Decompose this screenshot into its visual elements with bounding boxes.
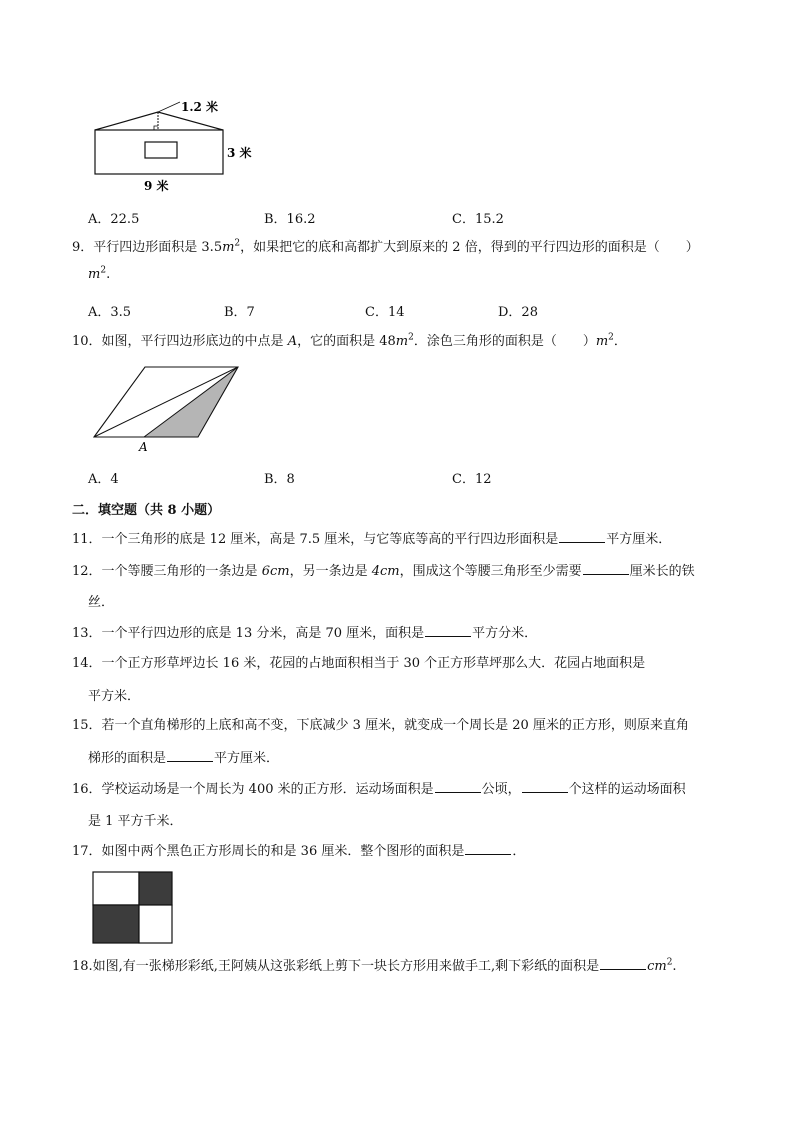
q9-option-a: A．3.5 [88, 305, 132, 320]
q9-option-c: C．14 [365, 305, 405, 320]
question-13 [72, 624, 537, 643]
q10-number: 10． [72, 334, 102, 349]
q9-option-d: D．28 [498, 305, 538, 320]
q12-unit-1: 6cm [261, 564, 290, 579]
q10-unit-sup: 2 [408, 332, 414, 343]
q18-unit: cm [647, 959, 667, 974]
house-roof [95, 112, 223, 130]
question-17 [72, 842, 525, 861]
squares-figure [92, 870, 176, 946]
q15-text-2: 梯形的面积是 [88, 751, 167, 766]
question-12 [72, 562, 695, 581]
roof-height-label: 1.2 米 [181, 100, 219, 114]
question-10 [72, 333, 627, 351]
black-square-large [93, 905, 139, 943]
q12-unit-2: 4cm [371, 564, 400, 579]
q10-text: 如图，平行四边形底边的中点是 [101, 334, 288, 349]
question-14-line-2: 平方米． [88, 689, 141, 704]
q12-text-4: 厘米长的铁 [629, 564, 695, 579]
q17-tail: ． [512, 844, 526, 859]
q18-blank[interactable] [600, 957, 646, 970]
q9-unit-2: m [88, 267, 101, 282]
q15-blank[interactable] [167, 749, 213, 762]
q16-blank-2[interactable] [522, 780, 568, 793]
house-figure [88, 100, 268, 196]
q9-unit: m [222, 240, 235, 255]
white-rectangle-bottom-right [139, 905, 172, 943]
q16-text-2: 公顷， [481, 782, 521, 797]
q16-text: 16．学校运动场是一个周长为 400 米的正方形．运动场面积是 [72, 782, 434, 797]
question-12-line-2: 丝． [88, 595, 115, 610]
q9-unit-2-sup: 2 [100, 265, 107, 276]
q11-blank[interactable] [559, 530, 605, 543]
q10-text-2: ，它的面积是 48 [297, 334, 396, 349]
q16-blank-1[interactable] [435, 780, 481, 793]
q12-blank[interactable] [583, 562, 629, 575]
q9-number: 9． [72, 240, 94, 255]
q9-text-2: ，如果把它的底和高都扩大到原来的 2 倍，得到的平行四边形的面积是（ ） [240, 240, 699, 255]
question-9 [72, 239, 699, 257]
q18-text: 18.如图,有一张梯形彩纸,王阿姨从这张彩纸上剪下一块长方形用来做手工,剩下彩纸的面积是 [72, 959, 600, 974]
q17-text: 17．如图中两个黑色正方形周长的和是 36 厘米．整个图形的面积是 [72, 844, 465, 859]
q18-unit-sup: 2 [666, 957, 673, 968]
q10-unit-end: m [595, 334, 609, 349]
q12-text-2: ，另一条边是 [289, 564, 372, 579]
black-square-small [139, 872, 172, 905]
question-9-line-2 [88, 267, 110, 282]
q10-unit: m [395, 334, 409, 349]
side-length-label: 3 米 [227, 146, 252, 160]
q10-unit-end-sup: 2 [608, 332, 614, 343]
q11-unit-text: 平方厘米． [606, 532, 672, 547]
q10-option-b: B．8 [264, 472, 295, 487]
base-length-label: 9 米 [144, 179, 169, 193]
q10-point-a: A [287, 334, 298, 349]
question-15-line-2 [88, 747, 279, 766]
q9-option-b: B．7 [224, 305, 255, 320]
q9-text: 平行四边形面积是 3.5 [93, 240, 223, 255]
question-16 [72, 780, 686, 799]
q8-option-a: A．22.5 [88, 212, 140, 227]
q16-text-3: 个这样的运动场面积 [568, 782, 686, 797]
section-title-fill-in: 二．填空题（共 8 小题） [72, 503, 221, 518]
q17-blank[interactable] [465, 842, 511, 855]
question-11 [72, 530, 671, 549]
q11-text: 11．一个三角形的底是 12 厘米，高是 7.5 厘米，与它等底等高的平行四边形面积是 [72, 532, 559, 547]
q9-tail: . [106, 267, 111, 282]
q10-option-a: A．4 [88, 472, 119, 487]
q10-tail: ． [613, 334, 627, 349]
point-a-label: A [139, 440, 148, 454]
parallelogram-figure [88, 362, 248, 457]
house-rectangle [95, 130, 223, 174]
q12-text-3: ，围成这个等腰三角形至少需要 [399, 564, 582, 579]
q10-text-3: ．涂色三角形的面积是（ ） [413, 334, 596, 349]
q9-unit-sup: 2 [234, 238, 241, 249]
question-14: 14．一个正方形草坪边长 16 米，花园的占地面积相当于 30 个正方形草坪那么大．花园占地面积是 [72, 656, 646, 671]
q12-text: 12．一个等腰三角形的一条边是 [72, 564, 262, 579]
white-rectangle-top-left [93, 872, 139, 905]
q18-tail: . [672, 959, 677, 974]
label-leader-line [158, 102, 180, 112]
q8-option-b: B．16.2 [264, 212, 316, 227]
q13-unit-text: 平方分米． [472, 626, 538, 641]
question-16-line-2: 是 1 平方千米． [88, 814, 183, 829]
q8-option-c: C．15.2 [452, 212, 504, 227]
q10-option-c: C．12 [452, 472, 492, 487]
question-15: 15．若一个直角梯形的上底和高不变，下底减少 3 厘米，就变成一个周长是 20 厘米的正方形，则原来直角 [72, 718, 689, 733]
q15-unit-text: 平方厘米． [214, 751, 280, 766]
q13-blank[interactable] [425, 624, 471, 637]
question-18 [72, 957, 677, 976]
q13-text: 13．一个平行四边形的底是 13 分米，高是 70 厘米，面积是 [72, 626, 425, 641]
house-window [145, 142, 177, 158]
right-angle-mark [154, 126, 158, 130]
